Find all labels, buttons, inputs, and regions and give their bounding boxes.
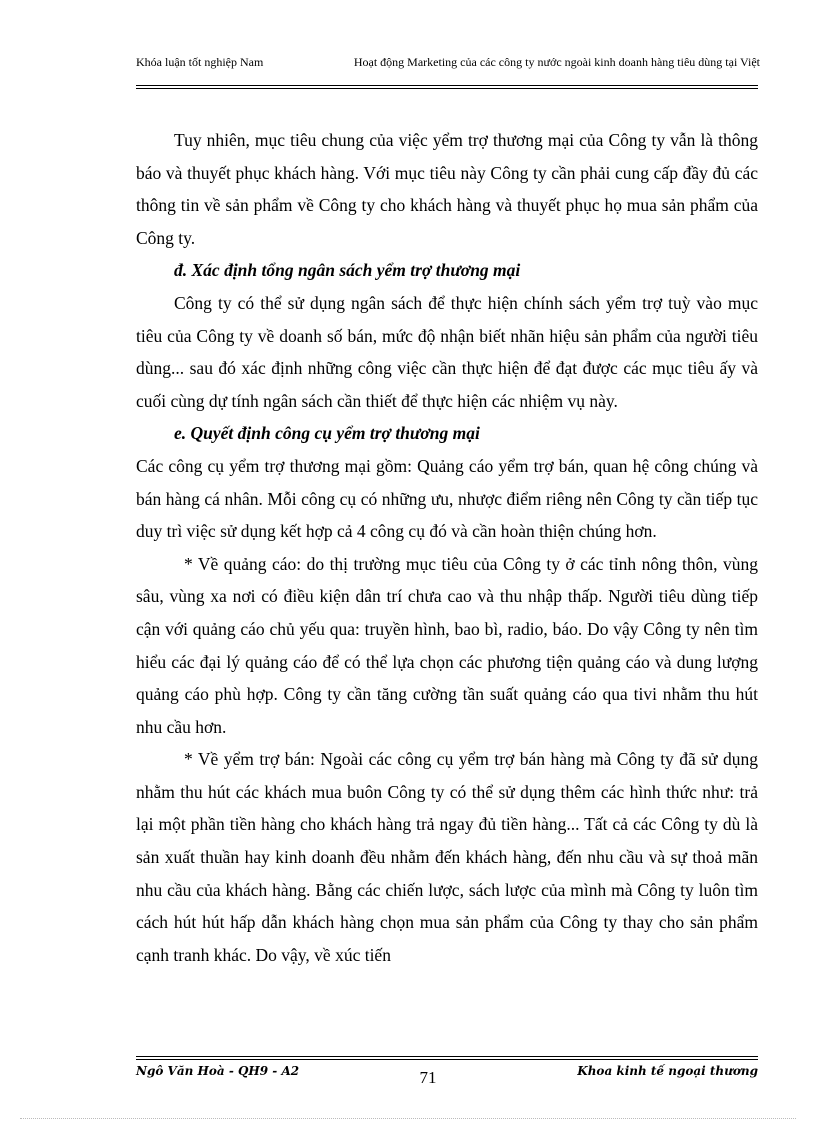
footer-rule-top (136, 1056, 758, 1057)
page-edge-dotted-line (20, 1118, 796, 1119)
footer-faculty: Khoa kinh tế ngoại thương (577, 1064, 758, 1078)
section-heading-d: đ. Xác định tổng ngân sách yểm trợ thương mại (174, 260, 521, 281)
footer-author: Ngô Văn Hoà - QH9 - A2 (136, 1064, 300, 1078)
header-rule-top (136, 85, 758, 86)
paragraph-4: * Về quảng cáo: do thị trường mục tiêu của Công ty ở các tỉnh nông thôn, vùng sâu, vùng xa nơi có điều kiện dân trí chưa cao và thu nhập thấp. Người tiêu dùng tiếp cận với quảng cáo chủ yếu qua: truyền hình, bao bì, radio, báo. Do vậy Công ty nên tìm hiểu các đại lý quảng cáo để có thể lựa chọn các phương tiện quảng cáo và dung lượng quảng cáo phù hợp. Công ty cần tăng cường tần suất quảng cáo qua tivi nhằm thu hút nhu cầu hơn. (136, 553, 758, 737)
section-heading-e: e. Quyết định công cụ yểm trợ thương mại (174, 423, 480, 444)
page-number: 71 (419, 1068, 437, 1087)
paragraph-5: * Về yểm trợ bán: Ngoài các công cụ yểm trợ bán hàng mà Công ty đã sử dụng nhằm thu hút các khách mua buôn Công ty có thể sử dụng thêm các hình thức như: trả lại một phần tiền hàng cho khách hàng trả ngay đủ tiền hàng... Tất cả các Công ty dù là sản xuất thuần hay kinh doanh đều nhằm đến khách hàng, đến nhu cầu và sự thoả mãn nhu cầu của khách hàng. Bằng các chiến lược, sách lược của mình mà Công ty luôn tìm cách hút hút hấp dẫn khách hàng chọn mua sản phẩm của Công ty thay cho sản phẩm cạnh tranh khác. Do vậy, về xúc tiến (136, 749, 758, 965)
header-rule-bottom (136, 88, 758, 89)
paragraph-2: Công ty có thể sử dụng ngân sách để thực hiện chính sách yểm trợ tuỳ vào mục tiêu của Công ty về doanh số bán, mức độ nhận biết nhãn hiệu sản phẩm của người tiêu dùng... sau đó xác định những công việc cần thực hiện để đạt được các mục tiêu ấy và cuối cùng dự tính ngân sách cần thiết để thực hiện các nhiệm vụ này. (136, 292, 758, 411)
document-body (136, 124, 758, 971)
header-left-text: Khóa luận tốt nghiệp Nam (136, 55, 264, 69)
header-right-text: Hoạt động Marketing của các công ty nước ngoài kinh doanh hàng tiêu dùng tại Việt (353, 55, 760, 69)
paragraph-3: Các công cụ yểm trợ thương mại gồm: Quảng cáo yểm trợ bán, quan hệ công chúng và bán hàng cá nhân. Mỗi công cụ có những ưu, nhược điểm riêng nên Công ty cần tiếp tục duy trì việc sử dụng kết hợp cả 4 công cụ đó và cần hoàn thiện chúng hơn. (136, 455, 758, 542)
paragraph-1: Tuy nhiên, mục tiêu chung của việc yểm trợ thương mại của Công ty vẫn là thông báo và thuyết phục khách hàng. Với mục tiêu này Công ty cần phải cung cấp đầy đủ các thông tin về sản phẩm về Công ty cho khách hàng và thuyết phục họ mua sản phẩm của Công ty. (136, 130, 758, 248)
footer-rule-bottom (136, 1059, 758, 1060)
